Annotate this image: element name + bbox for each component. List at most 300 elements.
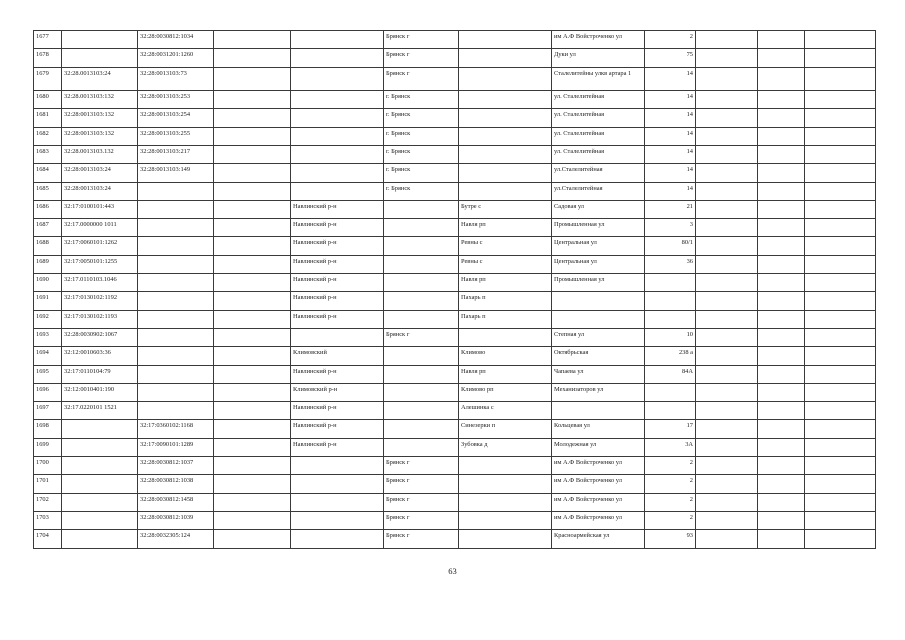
- city-cell: [384, 237, 459, 255]
- street-cell: им А.Ф Войстроченко ул: [552, 493, 645, 511]
- settlement-cell: Синезерки п: [459, 420, 552, 438]
- column-11-cell: [758, 402, 805, 420]
- street-cell: Центральная ул: [552, 255, 645, 273]
- settlement-cell: Алешинка с: [459, 402, 552, 420]
- cadastral-number-cell: 32:17:0110104:79: [62, 365, 138, 383]
- column-11-cell: [758, 310, 805, 328]
- table-row: [34, 219, 876, 237]
- house-number-cell: 14: [645, 164, 696, 182]
- column-12-cell: [805, 493, 876, 511]
- row-number-cell: 1693: [34, 328, 62, 346]
- cadastral-number-building-cell: [138, 182, 214, 200]
- house-number-cell: 2: [645, 31, 696, 49]
- settlement-cell: [459, 328, 552, 346]
- row-number-cell: 1697: [34, 402, 62, 420]
- column-12-cell: [805, 200, 876, 218]
- row-number-cell: 1688: [34, 237, 62, 255]
- settlement-cell: [459, 164, 552, 182]
- settlement-cell: Навля рп: [459, 274, 552, 292]
- cadastral-number-cell: 32:17:0050101:1255: [62, 255, 138, 273]
- column-10-cell: [696, 511, 758, 529]
- district-cell: [291, 49, 384, 67]
- cadastral-number-cell: 32:28:0013103:132: [62, 109, 138, 127]
- extra-column-cell: [214, 219, 291, 237]
- cadastral-number-building-cell: 32:28:0030812:1037: [138, 457, 214, 475]
- extra-column-cell: [214, 365, 291, 383]
- city-cell: [384, 200, 459, 218]
- column-12-cell: [805, 365, 876, 383]
- cadastral-number-building-cell: [138, 383, 214, 401]
- settlement-cell: [459, 493, 552, 511]
- table-row: [34, 274, 876, 292]
- settlement-cell: [459, 67, 552, 91]
- house-number-cell: 2: [645, 475, 696, 493]
- extra-column-cell: [214, 475, 291, 493]
- district-cell: [291, 164, 384, 182]
- column-10-cell: [696, 91, 758, 109]
- city-cell: г. Брянск: [384, 145, 459, 163]
- column-11-cell: [758, 420, 805, 438]
- cadastral-number-cell: 32:28.0013103:132: [62, 91, 138, 109]
- column-11-cell: [758, 383, 805, 401]
- table-row: [34, 511, 876, 529]
- city-cell: [384, 383, 459, 401]
- settlement-cell: Пахарь п: [459, 292, 552, 310]
- table-row: [34, 310, 876, 328]
- city-cell: [384, 438, 459, 456]
- cadastral-number-building-cell: 32:28:0013103:253: [138, 91, 214, 109]
- district-cell: Навлинский р-н: [291, 402, 384, 420]
- extra-column-cell: [214, 511, 291, 529]
- house-number-cell: 80/1: [645, 237, 696, 255]
- street-cell: Чапаева ул: [552, 365, 645, 383]
- cadastral-number-building-cell: [138, 402, 214, 420]
- settlement-cell: Бутре с: [459, 200, 552, 218]
- column-10-cell: [696, 402, 758, 420]
- house-number-cell: 17: [645, 420, 696, 438]
- settlement-cell: [459, 145, 552, 163]
- table-row: [34, 383, 876, 401]
- cadastral-number-building-cell: 32:28:0032305:124: [138, 530, 214, 548]
- row-number-cell: 1684: [34, 164, 62, 182]
- column-12-cell: [805, 475, 876, 493]
- column-12-cell: [805, 255, 876, 273]
- column-12-cell: [805, 274, 876, 292]
- cadastral-number-cell: 32:17.0000000 1011: [62, 219, 138, 237]
- district-cell: Навлинский р-н: [291, 292, 384, 310]
- extra-column-cell: [214, 164, 291, 182]
- house-number-cell: 3А: [645, 438, 696, 456]
- column-12-cell: [805, 328, 876, 346]
- column-12-cell: [805, 383, 876, 401]
- cadastral-number-cell: 32:28.0013103.132: [62, 145, 138, 163]
- district-cell: Климовский: [291, 347, 384, 365]
- cadastral-number-cell: [62, 457, 138, 475]
- row-number-cell: 1701: [34, 475, 62, 493]
- row-number-cell: 1695: [34, 365, 62, 383]
- column-10-cell: [696, 145, 758, 163]
- city-cell: [384, 420, 459, 438]
- city-cell: [384, 292, 459, 310]
- row-number-cell: 1699: [34, 438, 62, 456]
- district-cell: [291, 91, 384, 109]
- house-number-cell: 14: [645, 91, 696, 109]
- column-10-cell: [696, 237, 758, 255]
- table-row: [34, 347, 876, 365]
- table-row: [34, 127, 876, 145]
- district-cell: [291, 67, 384, 91]
- table-row: [34, 438, 876, 456]
- extra-column-cell: [214, 328, 291, 346]
- cadastral-number-building-cell: [138, 200, 214, 218]
- cadastral-number-cell: 32:17.0220101 1521: [62, 402, 138, 420]
- settlement-cell: Зубовка д: [459, 438, 552, 456]
- extra-column-cell: [214, 109, 291, 127]
- column-11-cell: [758, 182, 805, 200]
- column-11-cell: [758, 438, 805, 456]
- district-cell: Навлинский р-н: [291, 274, 384, 292]
- district-cell: [291, 127, 384, 145]
- district-cell: Навлинский р-н: [291, 420, 384, 438]
- settlement-cell: [459, 127, 552, 145]
- register-table: [33, 30, 876, 549]
- table-row: [34, 49, 876, 67]
- cadastral-number-cell: [62, 438, 138, 456]
- settlement-cell: Навля рп: [459, 365, 552, 383]
- cadastral-number-cell: [62, 475, 138, 493]
- settlement-cell: Навля рп: [459, 219, 552, 237]
- street-cell: ул.Сталелитейная: [552, 164, 645, 182]
- extra-column-cell: [214, 67, 291, 91]
- column-10-cell: [696, 274, 758, 292]
- table-row: [34, 328, 876, 346]
- cadastral-number-building-cell: 32:28:0030812:1039: [138, 511, 214, 529]
- table-row: [34, 91, 876, 109]
- column-12-cell: [805, 67, 876, 91]
- cadastral-number-building-cell: [138, 274, 214, 292]
- table-row: [34, 109, 876, 127]
- street-cell: Промышленная ул: [552, 274, 645, 292]
- column-11-cell: [758, 91, 805, 109]
- cadastral-number-building-cell: 32:28:0013103:217: [138, 145, 214, 163]
- cadastral-number-building-cell: 32:17:0090101:1289: [138, 438, 214, 456]
- cadastral-number-cell: 32:28:0013103:24: [62, 182, 138, 200]
- column-11-cell: [758, 328, 805, 346]
- column-11-cell: [758, 365, 805, 383]
- house-number-cell: 2: [645, 457, 696, 475]
- district-cell: Навлинский р-н: [291, 438, 384, 456]
- column-12-cell: [805, 127, 876, 145]
- cadastral-number-cell: 32:17:0100101:443: [62, 200, 138, 218]
- extra-column-cell: [214, 237, 291, 255]
- column-10-cell: [696, 347, 758, 365]
- settlement-cell: [459, 475, 552, 493]
- row-number-cell: 1682: [34, 127, 62, 145]
- column-11-cell: [758, 255, 805, 273]
- column-11-cell: [758, 219, 805, 237]
- house-number-cell: 14: [645, 145, 696, 163]
- cadastral-number-building-cell: 32:28:0013103:255: [138, 127, 214, 145]
- city-cell: Брянск г: [384, 493, 459, 511]
- column-12-cell: [805, 347, 876, 365]
- column-10-cell: [696, 383, 758, 401]
- page-number: 63: [448, 566, 457, 576]
- city-cell: Брянск г: [384, 67, 459, 91]
- register-table-body: [34, 31, 876, 549]
- district-cell: [291, 328, 384, 346]
- district-cell: [291, 109, 384, 127]
- district-cell: [291, 511, 384, 529]
- table-row: [34, 457, 876, 475]
- column-10-cell: [696, 493, 758, 511]
- table-row: [34, 237, 876, 255]
- extra-column-cell: [214, 182, 291, 200]
- city-cell: Брянск г: [384, 49, 459, 67]
- street-cell: ул. Сталелитейная: [552, 127, 645, 145]
- extra-column-cell: [214, 49, 291, 67]
- house-number-cell: 93: [645, 530, 696, 548]
- city-cell: [384, 402, 459, 420]
- column-12-cell: [805, 420, 876, 438]
- city-cell: [384, 219, 459, 237]
- street-cell: Сталелитейны улкв артара 1: [552, 67, 645, 91]
- table-row: [34, 493, 876, 511]
- column-10-cell: [696, 475, 758, 493]
- cadastral-number-cell: 32:17:0060101:1262: [62, 237, 138, 255]
- row-number-cell: 1680: [34, 91, 62, 109]
- street-cell: [552, 402, 645, 420]
- house-number-cell: 14: [645, 109, 696, 127]
- column-10-cell: [696, 182, 758, 200]
- column-12-cell: [805, 219, 876, 237]
- street-cell: им А.Ф Войстроченко ул: [552, 31, 645, 49]
- column-10-cell: [696, 365, 758, 383]
- row-number-cell: 1694: [34, 347, 62, 365]
- column-12-cell: [805, 292, 876, 310]
- column-10-cell: [696, 49, 758, 67]
- table-row: [34, 292, 876, 310]
- column-11-cell: [758, 31, 805, 49]
- settlement-cell: Ревны с: [459, 237, 552, 255]
- table-row: [34, 365, 876, 383]
- cadastral-number-cell: [62, 31, 138, 49]
- city-cell: [384, 347, 459, 365]
- district-cell: Навлинский р-н: [291, 255, 384, 273]
- district-cell: Навлинский р-н: [291, 310, 384, 328]
- cadastral-number-building-cell: 32:28:0030812:1038: [138, 475, 214, 493]
- extra-column-cell: [214, 200, 291, 218]
- cadastral-number-building-cell: [138, 347, 214, 365]
- column-10-cell: [696, 328, 758, 346]
- district-cell: Навлинский р-н: [291, 237, 384, 255]
- cadastral-number-building-cell: 32:28:0013103:254: [138, 109, 214, 127]
- column-10-cell: [696, 292, 758, 310]
- cadastral-number-building-cell: [138, 328, 214, 346]
- column-11-cell: [758, 292, 805, 310]
- street-cell: Центральная ул: [552, 237, 645, 255]
- settlement-cell: [459, 182, 552, 200]
- district-cell: [291, 530, 384, 548]
- column-10-cell: [696, 310, 758, 328]
- cadastral-number-cell: 32:12:0010603:36: [62, 347, 138, 365]
- street-cell: Дуки ул: [552, 49, 645, 67]
- column-11-cell: [758, 67, 805, 91]
- cadastral-number-cell: 32:17.0110103.1046: [62, 274, 138, 292]
- table-row: [34, 200, 876, 218]
- table-row: [34, 420, 876, 438]
- column-12-cell: [805, 164, 876, 182]
- column-10-cell: [696, 67, 758, 91]
- cadastral-number-building-cell: [138, 255, 214, 273]
- column-10-cell: [696, 31, 758, 49]
- row-number-cell: 1691: [34, 292, 62, 310]
- cadastral-number-building-cell: 32:28:0013103:73: [138, 67, 214, 91]
- district-cell: [291, 145, 384, 163]
- row-number-cell: 1679: [34, 67, 62, 91]
- street-cell: им А.Ф Войстроченко ул: [552, 511, 645, 529]
- cadastral-number-building-cell: 32:28:0013103:149: [138, 164, 214, 182]
- house-number-cell: [645, 310, 696, 328]
- district-cell: [291, 457, 384, 475]
- house-number-cell: 2: [645, 511, 696, 529]
- extra-column-cell: [214, 347, 291, 365]
- column-12-cell: [805, 438, 876, 456]
- city-cell: [384, 365, 459, 383]
- extra-column-cell: [214, 310, 291, 328]
- extra-column-cell: [214, 292, 291, 310]
- city-cell: г. Брянск: [384, 164, 459, 182]
- street-cell: ул.Сталелитейная: [552, 182, 645, 200]
- street-cell: Механизаторов ул: [552, 383, 645, 401]
- column-12-cell: [805, 49, 876, 67]
- settlement-cell: [459, 49, 552, 67]
- cadastral-number-cell: 32:28:0013103:24: [62, 164, 138, 182]
- column-10-cell: [696, 164, 758, 182]
- district-cell: [291, 475, 384, 493]
- column-11-cell: [758, 347, 805, 365]
- row-number-cell: 1689: [34, 255, 62, 273]
- column-10-cell: [696, 255, 758, 273]
- row-number-cell: 1678: [34, 49, 62, 67]
- column-10-cell: [696, 219, 758, 237]
- extra-column-cell: [214, 402, 291, 420]
- street-cell: им А.Ф Войстроченко ул: [552, 457, 645, 475]
- column-12-cell: [805, 511, 876, 529]
- settlement-cell: [459, 457, 552, 475]
- street-cell: ул. Сталелитейная: [552, 91, 645, 109]
- row-number-cell: 1683: [34, 145, 62, 163]
- column-11-cell: [758, 145, 805, 163]
- row-number-cell: 1687: [34, 219, 62, 237]
- house-number-cell: 14: [645, 127, 696, 145]
- cadastral-number-building-cell: 32:28:0030812:1458: [138, 493, 214, 511]
- column-11-cell: [758, 493, 805, 511]
- cadastral-number-building-cell: [138, 310, 214, 328]
- row-number-cell: 1703: [34, 511, 62, 529]
- cadastral-number-building-cell: [138, 365, 214, 383]
- column-11-cell: [758, 457, 805, 475]
- row-number-cell: 1677: [34, 31, 62, 49]
- street-cell: [552, 310, 645, 328]
- cadastral-number-building-cell: [138, 219, 214, 237]
- house-number-cell: [645, 292, 696, 310]
- column-10-cell: [696, 109, 758, 127]
- column-12-cell: [805, 109, 876, 127]
- house-number-cell: 21: [645, 200, 696, 218]
- column-12-cell: [805, 237, 876, 255]
- column-12-cell: [805, 310, 876, 328]
- column-12-cell: [805, 530, 876, 548]
- column-10-cell: [696, 127, 758, 145]
- column-11-cell: [758, 109, 805, 127]
- house-number-cell: 75: [645, 49, 696, 67]
- cadastral-number-cell: [62, 420, 138, 438]
- settlement-cell: [459, 511, 552, 529]
- extra-column-cell: [214, 530, 291, 548]
- district-cell: [291, 31, 384, 49]
- settlement-cell: Климово рп: [459, 383, 552, 401]
- table-row: [34, 402, 876, 420]
- street-cell: Октябрьская: [552, 347, 645, 365]
- city-cell: г. Брянск: [384, 182, 459, 200]
- cadastral-number-cell: [62, 511, 138, 529]
- house-number-cell: [645, 402, 696, 420]
- extra-column-cell: [214, 457, 291, 475]
- table-row: [34, 67, 876, 91]
- table-row: [34, 255, 876, 273]
- city-cell: г. Брянск: [384, 109, 459, 127]
- house-number-cell: [645, 274, 696, 292]
- column-11-cell: [758, 237, 805, 255]
- house-number-cell: 14: [645, 182, 696, 200]
- table-row: [34, 182, 876, 200]
- city-cell: г. Брянск: [384, 127, 459, 145]
- street-cell: Промышленная ул: [552, 219, 645, 237]
- settlement-cell: Ревны с: [459, 255, 552, 273]
- district-cell: Климовский р-н: [291, 383, 384, 401]
- table-row: [34, 145, 876, 163]
- house-number-cell: 84А: [645, 365, 696, 383]
- cadastral-number-building-cell: 32:17:0360102:1168: [138, 420, 214, 438]
- column-10-cell: [696, 438, 758, 456]
- extra-column-cell: [214, 493, 291, 511]
- street-cell: ул. Сталелитейная: [552, 109, 645, 127]
- street-cell: Красноармейская ул: [552, 530, 645, 548]
- house-number-cell: [645, 383, 696, 401]
- settlement-cell: Пахарь п: [459, 310, 552, 328]
- street-cell: [552, 292, 645, 310]
- house-number-cell: 238 а: [645, 347, 696, 365]
- row-number-cell: 1686: [34, 200, 62, 218]
- row-number-cell: 1690: [34, 274, 62, 292]
- district-cell: Навлинский р-н: [291, 219, 384, 237]
- extra-column-cell: [214, 274, 291, 292]
- column-11-cell: [758, 127, 805, 145]
- cadastral-number-cell: [62, 530, 138, 548]
- district-cell: [291, 182, 384, 200]
- city-cell: Брянск г: [384, 328, 459, 346]
- city-cell: [384, 255, 459, 273]
- cadastral-number-cell: 32:17:0130102:1193: [62, 310, 138, 328]
- cadastral-number-cell: 32:28.0013103:24: [62, 67, 138, 91]
- row-number-cell: 1681: [34, 109, 62, 127]
- extra-column-cell: [214, 383, 291, 401]
- city-cell: Брянск г: [384, 457, 459, 475]
- row-number-cell: 1696: [34, 383, 62, 401]
- column-12-cell: [805, 145, 876, 163]
- column-11-cell: [758, 511, 805, 529]
- cadastral-number-cell: [62, 49, 138, 67]
